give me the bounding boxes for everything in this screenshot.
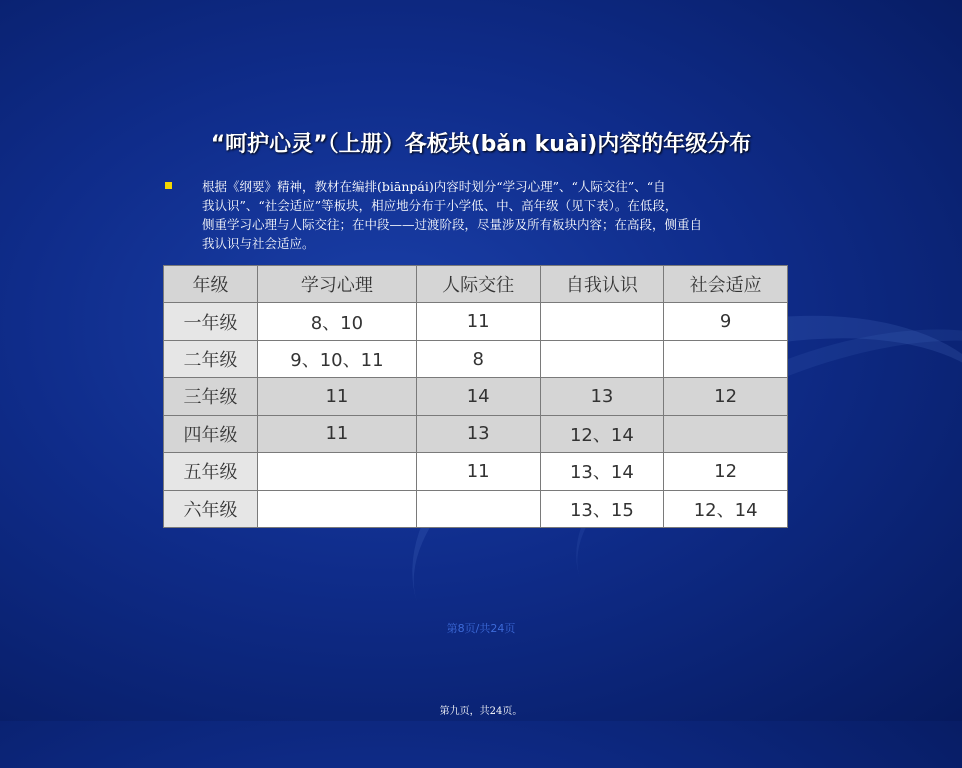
table-cell <box>258 490 417 527</box>
table-row <box>164 340 788 377</box>
table-cell: 一年级 <box>164 303 258 340</box>
table-cell: 11 <box>416 303 540 340</box>
grade-distribution-table <box>163 265 788 528</box>
table-cell: 13 <box>416 415 540 452</box>
table-cell: 五年级 <box>164 453 258 490</box>
bullet-marker-icon <box>165 182 172 189</box>
header-social: 社会适应 <box>664 266 788 303</box>
table-cell <box>416 490 540 527</box>
table-cell: 12、14 <box>540 415 664 452</box>
table-cell: 13、15 <box>540 490 664 527</box>
table-row <box>164 303 788 340</box>
table-cell: 13 <box>540 378 664 415</box>
table-cell: 14 <box>416 378 540 415</box>
slide-title: “呵护心灵”（上册）各板块(bǎn kuài)内容的年级分布 <box>210 132 752 157</box>
table-cell: 9、10、11 <box>258 340 417 377</box>
table-cell: 11 <box>258 378 417 415</box>
table-cell: 12 <box>664 453 788 490</box>
header-grade: 年级 <box>164 266 258 303</box>
header-self: 自我认识 <box>540 266 664 303</box>
table-cell: 12 <box>664 378 788 415</box>
page-footer: 第九页，共24页。 <box>439 706 523 717</box>
table-cell <box>540 340 664 377</box>
page-navigation-link[interactable]: 第8页/共24页 <box>446 622 516 635</box>
bullet-paragraph <box>165 177 805 253</box>
table-cell: 二年级 <box>164 340 258 377</box>
bullet-text: 根据《纲要》精神，教材在编排(biānpái)内容时划分“学习心理”、“人际交往”、“自 我认识”、“社会适应”等板块，相应地分布于小学低、中、高年级（见下表）。在低段， 侧重学习心理与人际交往；在中段——过渡阶段，尽量涉及所有板块内容；在高段，侧重自 我认识与社会适应。 <box>202 179 703 251</box>
table-row <box>164 415 788 452</box>
table-header-row <box>164 266 788 303</box>
table-cell: 8、10 <box>258 303 417 340</box>
header-interpersonal: 人际交往 <box>416 266 540 303</box>
table-cell: 12、14 <box>664 490 788 527</box>
table-row <box>164 490 788 527</box>
table-cell: 13、14 <box>540 453 664 490</box>
header-learning: 学习心理 <box>258 266 417 303</box>
table-cell: 9 <box>664 303 788 340</box>
table-cell <box>540 303 664 340</box>
table-cell: 8 <box>416 340 540 377</box>
table-cell: 六年级 <box>164 490 258 527</box>
table-cell: 11 <box>416 453 540 490</box>
table-cell <box>258 453 417 490</box>
table-row <box>164 378 788 415</box>
table-cell <box>664 415 788 452</box>
table-cell: 三年级 <box>164 378 258 415</box>
table-row <box>164 453 788 490</box>
table-cell: 四年级 <box>164 415 258 452</box>
table-cell: 11 <box>258 415 417 452</box>
table-cell <box>664 340 788 377</box>
